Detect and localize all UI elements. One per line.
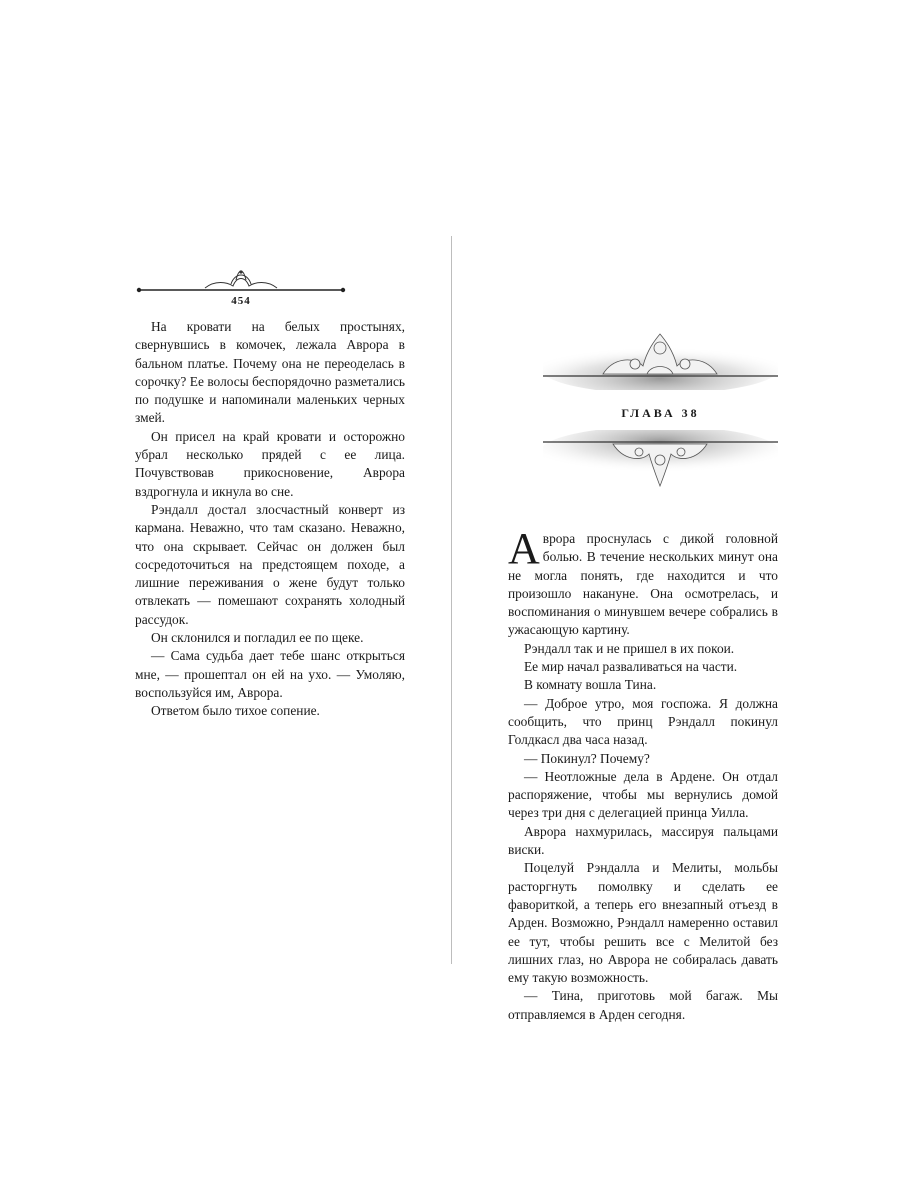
first-paragraph <box>508 524 778 640</box>
first-paragraph-text: врора проснулась с дикой головной болью. В течение нескольких минут она не могла понять, где находится и что произошло накануне. Она осмотрелась, и воспоминания о минувшем вечере собрались в ужасающую картину. <box>508 531 778 638</box>
page-header-ornament <box>135 262 347 296</box>
book-spine-divider <box>451 236 452 964</box>
paragraph: В комнату вошла Тина. <box>524 677 657 693</box>
paragraph: На кровати на белых простынях, свернувшись в комочек, лежала Аврора в бальном платье. Почему она не переоделась в сорочку? Ее волосы беспорядочно разметались по подушке и напоминали маленьких черных змей. <box>135 319 405 426</box>
paragraph: Он склонился и погладил ее по щеке. <box>151 630 364 646</box>
paragraph: Поцелуй Рэндалла и Мелиты, мольбы расторгнуть помолвку и сделать ее фавориткой, а теперь его внезапный отъезд в Арден. Возможно, Рэндалл намеренно оставил ее тут, чтобы решить все с Мелитой без лишних глаз, но Аврора не собиралась давать ему такую возможность. <box>508 860 778 986</box>
paragraph: — Неотложные дела в Ардене. Он отдал распоряжение, чтобы мы вернулись домой через три дня с делегацией принца Уилла. <box>508 768 778 821</box>
paragraph: — Сама судьба дает тебе шанс открыться мне, — прошептал он ей на ухо. — Умоляю, воспользуйся им, Аврора. <box>135 648 405 700</box>
page-number: 454 <box>231 295 251 307</box>
chapter-title: ГЛАВА 38 <box>621 406 700 420</box>
paragraph: — Покинул? Почему? <box>524 750 650 766</box>
paragraph: — Тина, приготовь мой багаж. Мы отправляемся в Арден сегодня. <box>508 988 778 1022</box>
chapter-ornament-bottom <box>543 430 778 496</box>
chapter-ornament-top <box>543 318 778 390</box>
paragraph: Аврора нахмурилась, массируя пальцами виски. <box>508 823 778 858</box>
paragraph: Ее мир начал разваливаться на части. <box>524 659 738 675</box>
paragraph: — Доброе утро, моя госпожа. Я должна сообщить, что принц Рэндалл покинул Голдкасл два часа назад. <box>508 695 778 748</box>
right-page-text <box>508 524 778 1024</box>
paragraph: Рэндалл так и не пришел в их покои. <box>524 640 735 656</box>
drop-cap: А <box>508 524 540 573</box>
left-page-text <box>135 318 405 721</box>
paragraph: Рэндалл достал злосчастный конверт из кармана. Неважно, что там сказано. Неважно, что она скрывает. Сейчас он должен был сосредоточиться на предстоящем походе, а лишние переживания о жене будут только отвлекать — помешают сохранять холодный рассудок. <box>135 501 405 627</box>
paragraph: Он присел на край кровати и осторожно убрал несколько прядей с ее лица. Почувствовав прикосновение, Аврора вздрогнула и икнула во сне. <box>135 428 405 499</box>
paragraph: Ответом было тихое сопение. <box>151 703 320 719</box>
